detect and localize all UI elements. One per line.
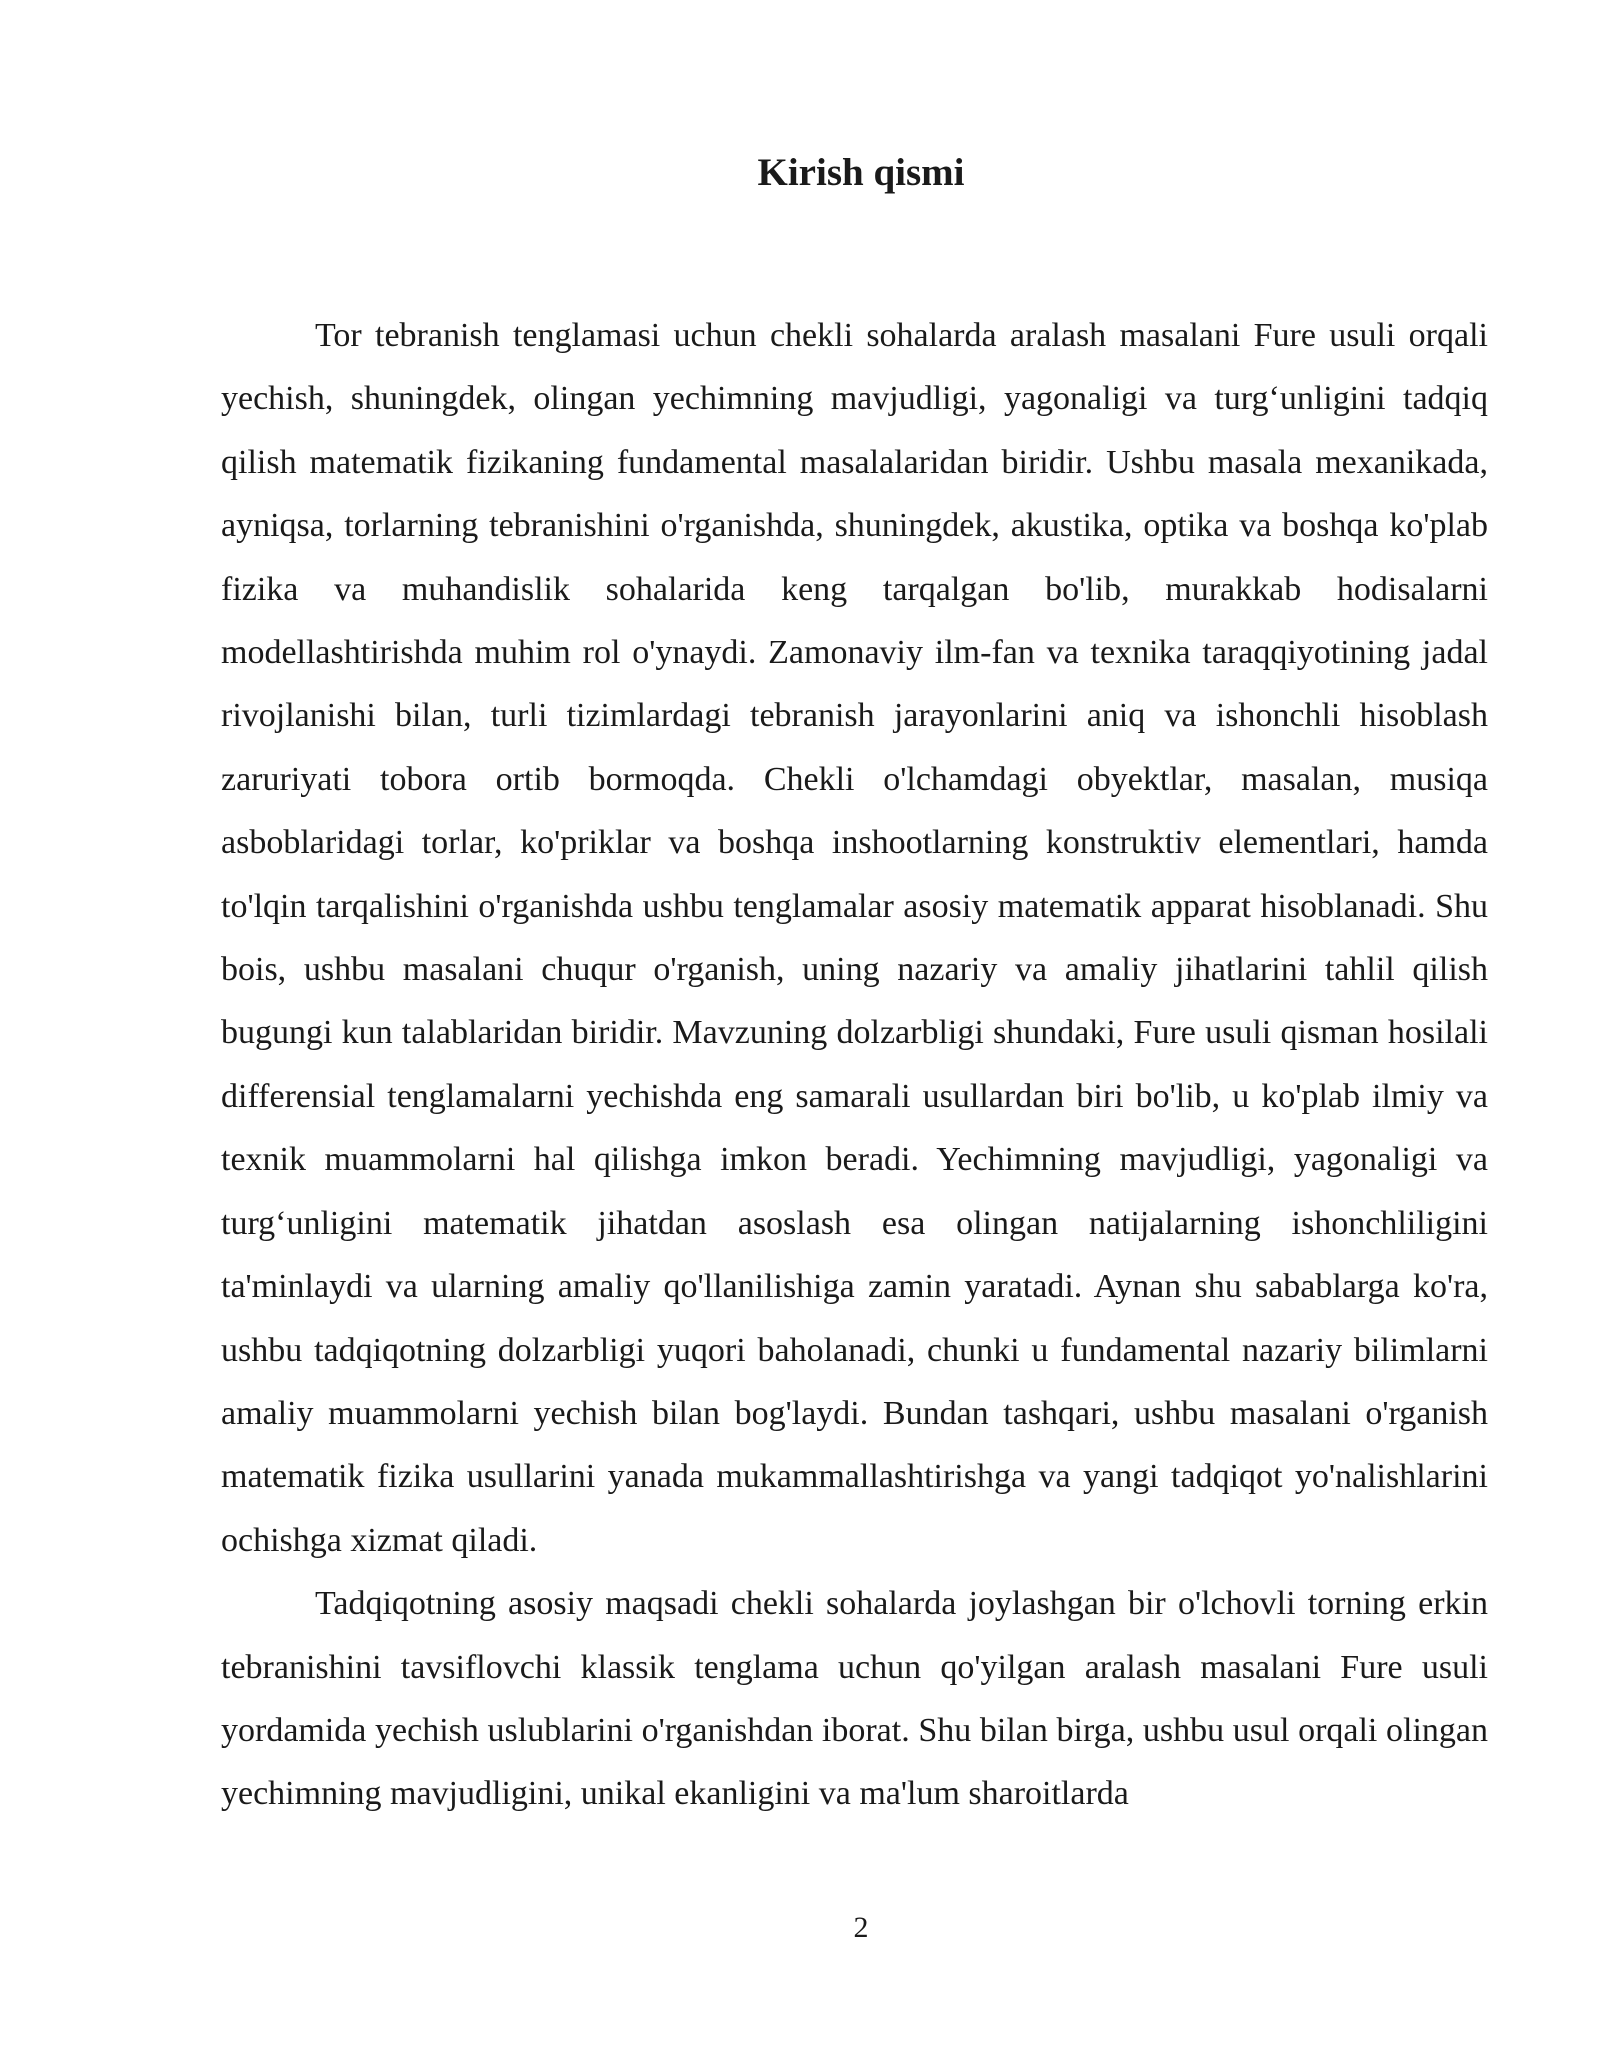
page-title: Kirish qismi: [757, 151, 965, 194]
body-text: [221, 304, 1488, 1826]
paragraph-2: Tadqiqotning asosiy maqsadi chekli sohalarda joylashgan bir o'lchovli torning erkin tebranishini tavsiflovchi klassik tenglama uchun qo'yilgan aralash masalani Fure usuli yordamida yechish uslublarini o'rganishdan iborat. Shu bilan birga, ushbu usul orqali olingan yechimning mavjudligini, unikal ekanligini va ma'lum sharoitlarda: [221, 1585, 1488, 1813]
page-number: 2: [853, 1911, 869, 1944]
paragraph-1: Tor tebranish tenglamasi uchun chekli sohalarda aralash masalani Fure usuli orqali yechish, shuningdek, olingan yechimning mavjudligi, yagonaligi va turg‘unligini tadqiq qilish matematik fizikaning fundamental masalalaridan biridir. Ushbu masala mexanikada, ayniqsa, torlarning tebranishini o'rganishda, shuningdek, akustika, optika va boshqa ko'plab fizika va muhandislik sohalarida keng tarqalgan bo'lib, murakkab hodisalarni modellashtirishda muhim rol o'ynaydi. Zamonaviy ilm-fan va texnika taraqqiyotining jadal rivojlanishi bilan, turli tizimlardagi tebranish jarayonlarini aniq va ishonchli hisoblash zaruriyati tobora ortib bormoqda. Chekli o'lchamdagi obyektlar, masalan, musiqa asboblaridagi torlar, ko'priklar va boshqa inshootlarning konstruktiv elementlari, hamda to'lqin tarqalishini o'rganishda ushbu tenglamalar asosiy matematik apparat hisoblanadi. Shu bois, ushbu masalani chuqur o'rganish, uning nazariy va amaliy jihatlarini tahlil qilish bugungi kun talablaridan biridir. Mavzuning dolzarbligi shundaki, Fure usuli qisman hosilali differensial tenglamalarni yechishda eng samarali usullardan biri bo'lib, u ko'plab ilmiy va texnik muammolarni hal qilishga imkon beradi. Yechimning mavjudligi, yagonaligi va turg‘unligini matematik jihatdan asoslash esa olingan natijalarning ishonchliligini ta'minlaydi va ularning amaliy qo'llanilishiga zamin yaratadi. Aynan shu sabablarga ko'ra, ushbu tadqiqotning dolzarbligi yuqori baholanadi, chunki u fundamental nazariy bilimlarni amaliy muammolarni yechish bilan bog'laydi. Bundan tashqari, ushbu masalani o'rganish matematik fizika usullarini yanada mukammallashtirishga va yangi tadqiqot yo'nalishlarini ochishga xizmat qiladi.: [221, 317, 1488, 1559]
